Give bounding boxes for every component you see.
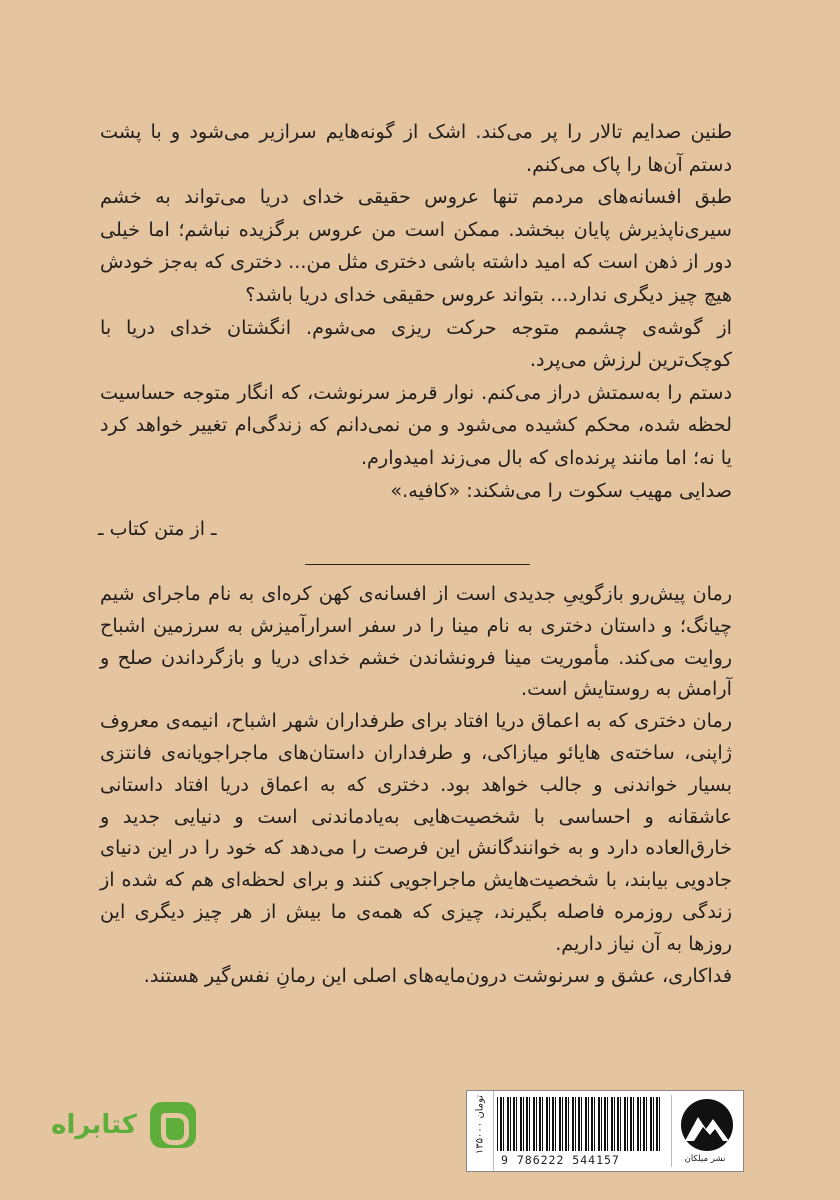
publisher-logo	[671, 1095, 738, 1167]
ketabrah-logo-icon	[150, 1102, 196, 1148]
book-excerpt	[100, 116, 732, 507]
excerpt-paragraph: دستم را به‌سمتش دراز می‌کنم. نوار قرمز سرنوشت، که انگار متوجه حساسیت لحظه شده، محکم کشیده می‌شود و من نمی‌دانم که زندگی‌ام تغییر خواهد کرد یا نه؛ اما مانند پرنده‌ای که بال می‌زند امیدوارم.	[100, 380, 732, 469]
excerpt-source: ـ از متن کتاب ـ	[98, 518, 217, 540]
synopsis-paragraph: فداکاری، عشق و سرنوشت درون‌مایه‌های اصلی این رمانِ نفس‌گیر هستند.	[143, 963, 732, 987]
price-label	[467, 1091, 494, 1171]
excerpt-paragraph: صدایی مهیب سکوت را می‌شکند: «کافیه.»	[390, 478, 732, 502]
publisher-name: نشر میلکان	[684, 1154, 726, 1164]
synopsis-paragraph: رمان دختری که به اعماق دریا افتاد برای طرفداران شهر اشباح، انیمه‌ی معروف ژاپنی، ساخته‌ی هایائو میازاکی، و طرفداران داستان‌های ماجراجویانه‌ی فانتزی بسیار خواندنی و جالب خواهد بود. دختری که به اعماق دریا افتاد داستانی عاشقانه و احساسی با شخصیت‌هایی به‌یادماندنی است و دنیایی جدید و خارق‌العاده دارد و به خوانندگانش این فرصت را می‌دهد که خود را در این دنیای جادویی بیابند، با شخصیت‌هایش ماجراجویی کنند و برای لحظه‌ای هم که شده از زندگی روزمره فاصله بگیرند، چیزی که همه‌ی ما بیش از هر چیز دیگری این روزها به آن نیاز داریم.	[100, 709, 732, 955]
isbn-number: 9 786222 544157	[501, 1153, 620, 1167]
barcode-panel	[466, 1090, 744, 1172]
barcode-icon	[497, 1097, 663, 1151]
price-text: ۱۳۵۰۰۰ تومان	[474, 1094, 486, 1155]
book-synopsis	[100, 578, 732, 991]
logo-text: کتابراه	[51, 1110, 137, 1140]
excerpt-paragraph: از گوشه‌ی چشمم متوجه حرکت ریزی می‌شوم. انگشتان خدای دریا با کوچک‌ترین لرزش می‌پرد.	[100, 315, 732, 372]
mountain-icon	[681, 1099, 733, 1151]
divider	[305, 564, 530, 565]
excerpt-paragraph: طنین صدایم تالار را پر می‌کند. اشک از گونه‌هایم سرازیر می‌شود و با پشت دستم آن‌ها را پاک می‌کنم.	[100, 120, 732, 176]
synopsis-paragraph: رمان پیش‌رو بازگوییِ جدیدی است از افسانه‌ی کهن کره‌ای به نام ماجرای شیم چیانگ؛ و داستان دختری به نام مینا را در سفر اسرارآمیزش به سرزمین اشباح روایت می‌کند. مأموریت مینا فرونشاندن خشم خدای دریا و بازگرداندن صلح و آرامش به روستایش است.	[100, 582, 732, 701]
ketabrah-logo	[44, 1098, 196, 1162]
excerpt-paragraph: طبق افسانه‌های مردمم تنها عروس حقیقی خدای دریا می‌تواند به خشم سیری‌ناپذیرش پایان ببخشد. ممکن است من عروس برگزیده نباشم؛ اما خیلی دور از ذهن است که امید داشته باشی دختری مثل من... دختری که به‌جز خودش هیچ چیز دیگری ندارد... بتواند عروس حقیقی خدای دریا باشد؟	[100, 185, 732, 306]
